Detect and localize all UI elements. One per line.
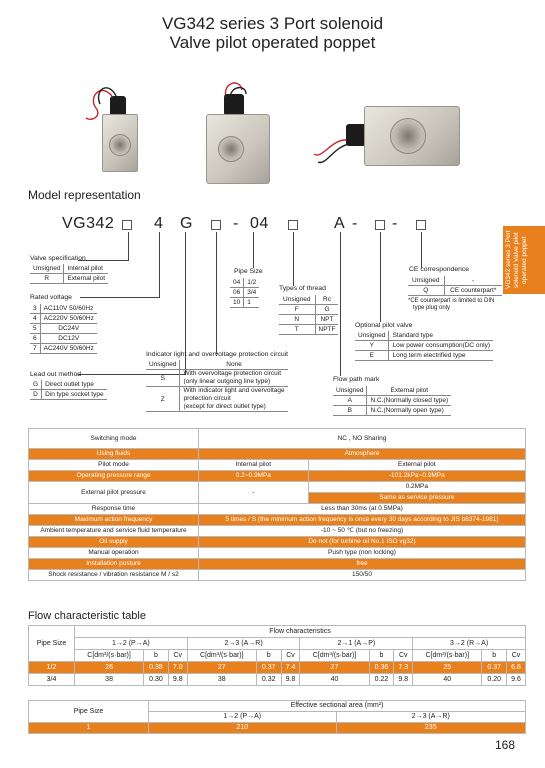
- valve-spec-label: Valve specification: [30, 255, 86, 262]
- flow-table-heading: Flow characteristic table: [28, 610, 146, 622]
- pipe-size-table: 04 1/2 06 3/4 10 1: [230, 278, 259, 308]
- side-tab: VG342 series 3 Port solenoid Valve pilot operated poppet: [503, 226, 545, 294]
- model-heading: Model representation: [28, 188, 141, 202]
- indicator-table: Unsigned None S With overvoltage protection circuit (only linear outgoing line type) Z With indicator light and overvoltage protection circuit (except for direct outlet type): [146, 360, 288, 412]
- area-table: Pipe Size Effective sectional area (mm²) 1→2 (P→A) 2→3 (A→R) 1 210 235: [28, 700, 526, 734]
- page-title: VG342 series 3 Port solenoid: [161, 14, 384, 33]
- product-photo-3: [312, 100, 462, 180]
- ce-note-2: type plug only: [413, 305, 451, 311]
- pipe-size-label: Pipe Size: [234, 268, 263, 275]
- model-code: [62, 215, 462, 237]
- code-lead: G: [180, 215, 193, 232]
- code-dash-3: -: [392, 215, 398, 232]
- optional-pilot-label: Optional pilot valve: [355, 322, 413, 329]
- code-box-thread: [288, 220, 298, 230]
- code-box-indicator: [211, 220, 221, 230]
- spec-table: Switching mode NC , NO Sharing Using fluids Atmosphere Pilot mode Internal pilot External pilot Operating pressure range 0.2~0.9MPa -101.2kPa~0.9MPa External pilot pressure - 0.2MPa Same as service pressure Response time Less than 30ms (at 0.5MPa) Maximum action frequency 5 times / S (the minimum action frequency is once every 30 days according to JIS b8374-1981) Ambient temperature and service fluid temperature -10 ~ 50 ℃ (but no freezing) Oil supply Do not (for turbine oil No.1 ISO vg32) Manual operation Push type (non locking) Installation posture free Shock resistance / vibration resistance M / s2 150/50: [28, 428, 526, 581]
- flow-row-3-4: 3/4 38 0.30 9.8 38 0.32 9.8 40 0.22 9.8 40 0.20 9.6: [29, 674, 526, 686]
- page-number: 168: [494, 738, 515, 752]
- thread-label: Types of thread: [279, 285, 326, 292]
- ce-table: Unsigned - Q CE counterpart*: [408, 276, 502, 296]
- ce-label: CE correspondence: [409, 266, 470, 273]
- code-voltage: 4: [154, 215, 164, 232]
- flow-row-1-2: 1/2 26 0.38 7.0 27 0.37 7.4 27 0.36 7.3 25 0.37 6.8: [29, 662, 526, 674]
- code-prefix: VG342: [62, 215, 115, 232]
- code-dash-2: -: [352, 215, 358, 232]
- rated-voltage-table: 3 AC110V 50/60Hz 4 AC220V 50/60Hz 5 DC24V 6 DC12V 7 AC240V 50/60Hz: [30, 304, 97, 354]
- valve-spec-table: Unsigned Internal pilot R External pilot: [30, 264, 108, 284]
- code-flow-path: A: [334, 215, 346, 232]
- flow-table: Pipe Size Flow characteristics 1→2 (P→A) 2→3 (A→R) 2→1 (A→P) 3→2 (R→A) C[dm³/(s·bar)] b Cv C[dm³/(s·bar)] b Cv C[dm³/(s·bar)] b Cv C[dm³/(s·bar)] b Cv 1/2 26 0.38 7.0 27 0.37 7.4 27 0.36 7.3 25 0.37 6.8 3/4 38 0.30 9.8 38 0.32 9.8 40 0.22 9.8 40 0.20 9.6: [28, 625, 526, 686]
- flow-path-table: Unsigned External pilot A N.C.(Normally closed type) B N.C.(Normally open type): [333, 386, 451, 416]
- lead-out-table: G Direct outlet type D Din type socket type: [30, 380, 107, 400]
- product-photo-2: [196, 78, 286, 188]
- product-photo-1: [72, 78, 172, 178]
- indicator-label: Indicator light and overvoltage protection circuit: [146, 351, 289, 358]
- code-box-valve-spec: [122, 220, 132, 230]
- rated-voltage-label: Rated voltage: [30, 294, 72, 301]
- code-dash-1: -: [233, 215, 239, 232]
- optional-pilot-table: Unsigned Standard type Y Low power consumption(DC only) E Long term electrified type: [355, 331, 493, 361]
- code-box-ce: [416, 220, 426, 230]
- thread-table: Unsigned Rc F G N NPT T NPTF: [279, 295, 338, 335]
- code-pipe: 04: [250, 215, 269, 232]
- ce-note-1: *CE counterpart is limited to DIN: [408, 298, 495, 304]
- page-subtitle: Valve pilot operated poppet: [169, 33, 376, 52]
- lead-out-label: Lead out method: [30, 371, 82, 378]
- code-box-optional: [375, 220, 385, 230]
- flow-path-label: Flow path mark: [333, 376, 380, 383]
